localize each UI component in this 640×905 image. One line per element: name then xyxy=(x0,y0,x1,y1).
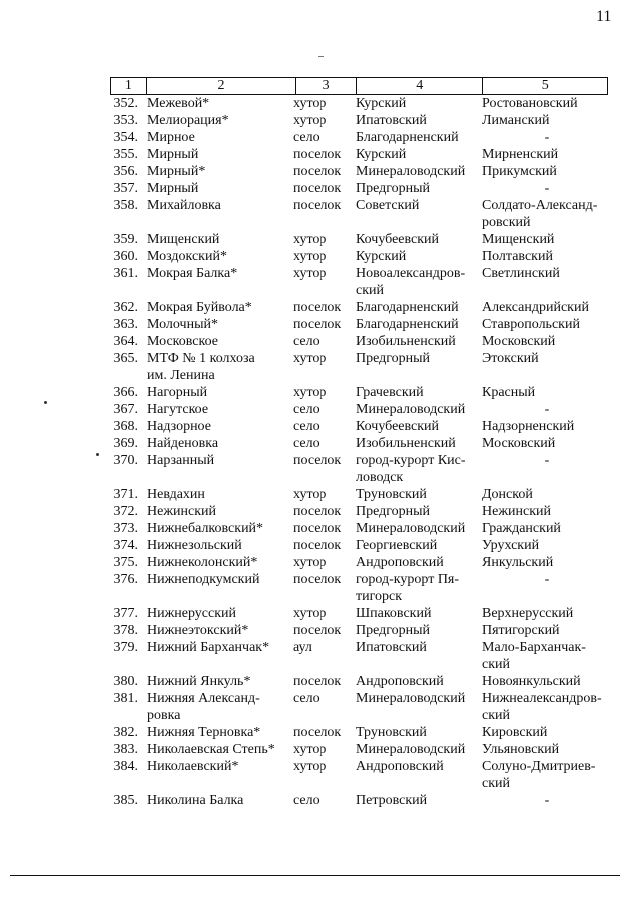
table-row xyxy=(0,520,640,537)
council-name: Ростовановский xyxy=(482,96,578,111)
scan-mark xyxy=(318,56,324,57)
table-row xyxy=(0,724,640,741)
table-row xyxy=(0,163,640,180)
settlement-name: Надзорное xyxy=(147,419,211,434)
settlement-name: Мирный* xyxy=(147,164,206,179)
settlement-type: село xyxy=(293,130,320,145)
row-number: 379. xyxy=(113,640,138,655)
settlement-name: Мокрая Балка* xyxy=(147,266,238,281)
row-number: 374. xyxy=(113,538,138,553)
settlement-type: хутор xyxy=(293,742,327,757)
council-name: Надзорненский xyxy=(482,419,575,434)
district-name: Минераловодский xyxy=(356,691,466,706)
settlement-type: село xyxy=(293,691,320,706)
council-name: - xyxy=(544,130,550,145)
settlement-name: Нежинский xyxy=(147,504,216,519)
settlement-type: хутор xyxy=(293,555,327,570)
settlement-type: хутор xyxy=(293,385,327,400)
settlement-name: Нижняя Терновка* xyxy=(147,725,261,740)
district-name: Шпаковский xyxy=(356,606,432,621)
settlement-name: Николина Балка xyxy=(147,793,244,808)
district-name: Курский xyxy=(356,96,407,111)
settlement-type: хутор xyxy=(293,487,327,502)
settlement-name: Мирное xyxy=(147,130,195,145)
row-number: 373. xyxy=(113,521,138,536)
row-number: 377. xyxy=(113,606,138,621)
table-row xyxy=(0,248,640,265)
settlement-name: Нижнебалковский* xyxy=(147,521,264,536)
table-row xyxy=(0,112,640,129)
council-name: Московский xyxy=(482,436,556,451)
row-number: 354. xyxy=(113,130,138,145)
table-row xyxy=(0,299,640,316)
table-row xyxy=(0,333,640,350)
settlement-name: Нижнеэтокский* xyxy=(147,623,249,638)
bottom-rule xyxy=(10,875,620,876)
settlement-type: хутор xyxy=(293,113,327,128)
settlement-type: село xyxy=(293,419,320,434)
district-name: Георгиевский xyxy=(356,538,438,553)
table-row xyxy=(0,265,640,299)
council-name: Верхнерусский xyxy=(482,606,574,621)
council-name: - xyxy=(544,572,550,587)
table-row xyxy=(0,129,640,146)
row-number: 353. xyxy=(113,113,138,128)
table-row xyxy=(0,758,640,792)
row-number: 357. xyxy=(113,181,138,196)
row-number: 367. xyxy=(113,402,138,417)
district-name: Предгорный xyxy=(356,504,431,519)
council-name: - xyxy=(544,402,550,417)
row-number: 365. xyxy=(113,351,138,366)
settlement-type: село xyxy=(293,436,320,451)
row-number: 376. xyxy=(113,572,138,587)
row-number: 380. xyxy=(113,674,138,689)
row-number: 370. xyxy=(113,453,138,468)
settlement-type: поселок xyxy=(293,521,342,536)
council-name: Мало-Барханчак- ский xyxy=(482,640,586,672)
row-number: 358. xyxy=(113,198,138,213)
council-name: - xyxy=(544,793,550,808)
council-name: Московский xyxy=(482,334,556,349)
settlement-type: поселок xyxy=(293,300,342,315)
district-name: Изобильненский xyxy=(356,334,456,349)
row-number: 369. xyxy=(113,436,138,451)
district-name: Андроповский xyxy=(356,555,444,570)
settlement-type: хутор xyxy=(293,96,327,111)
row-number: 384. xyxy=(113,759,138,774)
council-name: Полтавский xyxy=(482,249,553,264)
row-number: 363. xyxy=(113,317,138,332)
row-number: 368. xyxy=(113,419,138,434)
settlement-name: Мирный xyxy=(147,181,199,196)
row-number: 352. xyxy=(113,96,138,111)
settlement-type: поселок xyxy=(293,674,342,689)
settlement-type: поселок xyxy=(293,725,342,740)
district-name: Ипатовский xyxy=(356,113,427,128)
settlement-type: хутор xyxy=(293,266,327,281)
district-name: Кочубеевский xyxy=(356,232,440,247)
district-name: Кочубеевский xyxy=(356,419,440,434)
table-row xyxy=(0,146,640,163)
council-name: Солдато-Александ- ровский xyxy=(482,198,598,230)
header-col-2: 2 xyxy=(147,78,296,94)
settlement-name: Николаевский* xyxy=(147,759,239,774)
settlement-name: Нижнеколонский* xyxy=(147,555,258,570)
district-name: город-курорт Пя- тигорск xyxy=(356,572,460,604)
settlement-type: поселок xyxy=(293,572,342,587)
settlement-name: Нижнезольский xyxy=(147,538,242,553)
table-row xyxy=(0,571,640,605)
settlement-name: Московское xyxy=(147,334,218,349)
council-name: Донской xyxy=(482,487,533,502)
table-row xyxy=(0,197,640,231)
settlement-type: поселок xyxy=(293,164,342,179)
council-name: Александрийский xyxy=(482,300,589,315)
settlement-type: хутор xyxy=(293,351,327,366)
council-name: - xyxy=(544,181,550,196)
district-name: Благодарненский xyxy=(356,300,459,315)
settlement-name: Николаевская Степь* xyxy=(147,742,275,757)
district-name: Предгорный xyxy=(356,181,431,196)
settlement-name: Мирный xyxy=(147,147,199,162)
council-name: Урухский xyxy=(482,538,540,553)
settlement-type: село xyxy=(293,793,320,808)
row-number: 385. xyxy=(113,793,138,808)
row-number: 372. xyxy=(113,504,138,519)
district-name: Труновский xyxy=(356,487,427,502)
row-number: 364. xyxy=(113,334,138,349)
district-name: Благодарненский xyxy=(356,317,459,332)
table-row xyxy=(0,673,640,690)
settlement-type: хутор xyxy=(293,232,327,247)
settlement-name: Мищенский xyxy=(147,232,220,247)
table-row xyxy=(0,180,640,197)
council-name: Этокский xyxy=(482,351,539,366)
settlement-name: Нагутское xyxy=(147,402,209,417)
settlement-type: поселок xyxy=(293,623,342,638)
council-name: Мищенский xyxy=(482,232,555,247)
district-name: город-курорт Кис- ловодск xyxy=(356,453,466,485)
table-row xyxy=(0,605,640,622)
row-number: 362. xyxy=(113,300,138,315)
header-col-1: 1 xyxy=(111,78,147,94)
row-number: 355. xyxy=(113,147,138,162)
table-row xyxy=(0,639,640,673)
settlement-name: Невдахин xyxy=(147,487,205,502)
table-row xyxy=(0,486,640,503)
settlement-type: поселок xyxy=(293,181,342,196)
council-name: Солуно-Дмитриев- ский xyxy=(482,759,596,791)
council-name: Мирненский xyxy=(482,147,559,162)
council-name: Прикумский xyxy=(482,164,557,179)
settlement-name: Межевой* xyxy=(147,96,210,111)
settlement-name: Нижнерусский xyxy=(147,606,237,621)
council-name: Ульяновский xyxy=(482,742,560,757)
table-row xyxy=(0,401,640,418)
row-number: 375. xyxy=(113,555,138,570)
settlement-type: поселок xyxy=(293,453,342,468)
district-name: Андроповский xyxy=(356,674,444,689)
council-name: Кировский xyxy=(482,725,548,740)
district-name: Грачевский xyxy=(356,385,424,400)
settlement-name: МТФ № 1 колхоза им. Ленина xyxy=(147,351,255,383)
settlement-type: хутор xyxy=(293,606,327,621)
council-name: Лиманский xyxy=(482,113,550,128)
settlement-type: село xyxy=(293,334,320,349)
row-number: 381. xyxy=(113,691,138,706)
settlement-type: село xyxy=(293,402,320,417)
district-name: Ипатовский xyxy=(356,640,427,655)
district-name: Предгорный xyxy=(356,623,431,638)
table-row xyxy=(0,435,640,452)
district-name: Благодарненский xyxy=(356,130,459,145)
district-name: Изобильненский xyxy=(356,436,456,451)
settlement-type: поселок xyxy=(293,198,342,213)
page-number: 11 xyxy=(596,8,612,25)
header-col-4: 4 xyxy=(357,78,483,94)
district-name: Минераловодский xyxy=(356,521,466,536)
table-row xyxy=(0,384,640,401)
table-row xyxy=(0,554,640,571)
header-col-5: 5 xyxy=(541,78,549,93)
council-name: Нежинский xyxy=(482,504,551,519)
settlement-name: Нагорный xyxy=(147,385,208,400)
settlement-name: Моздокский* xyxy=(147,249,227,264)
district-name: Предгорный xyxy=(356,351,431,366)
settlement-type: поселок xyxy=(293,147,342,162)
table-row xyxy=(0,537,640,554)
council-name: Гражданский xyxy=(482,521,561,536)
settlement-name: Мелиорация* xyxy=(147,113,229,128)
table-row xyxy=(0,503,640,520)
council-name: - xyxy=(544,453,550,468)
table-row xyxy=(0,690,640,724)
settlement-type: хутор xyxy=(293,759,327,774)
table-row xyxy=(0,792,640,809)
row-number: 366. xyxy=(113,385,138,400)
council-name: Ставропольский xyxy=(482,317,580,332)
row-number: 360. xyxy=(113,249,138,264)
council-name: Пятигорский xyxy=(482,623,560,638)
table-row xyxy=(0,231,640,248)
district-name: Минераловодский xyxy=(356,742,466,757)
row-number: 359. xyxy=(113,232,138,247)
council-name: Светлинский xyxy=(482,266,560,281)
row-number: 361. xyxy=(113,266,138,281)
district-name: Советский xyxy=(356,198,420,213)
settlement-name: Михайловка xyxy=(147,198,221,213)
settlement-name: Молочный* xyxy=(147,317,218,332)
header-col-3: 3 xyxy=(296,78,357,94)
settlement-type: поселок xyxy=(293,504,342,519)
district-name: Минераловодский xyxy=(356,164,466,179)
table-row xyxy=(0,418,640,435)
table-row xyxy=(0,741,640,758)
district-name: Андроповский xyxy=(356,759,444,774)
council-name: Красный xyxy=(482,385,536,400)
district-name: Петровский xyxy=(356,793,428,808)
settlement-type: поселок xyxy=(293,538,342,553)
table-row xyxy=(0,316,640,333)
council-name: Янкульский xyxy=(482,555,554,570)
row-number: 383. xyxy=(113,742,138,757)
table-row xyxy=(0,350,640,384)
table-row xyxy=(0,452,640,486)
district-name: Курский xyxy=(356,147,407,162)
district-name: Курский xyxy=(356,249,407,264)
settlement-type: хутор xyxy=(293,249,327,264)
district-name: Минераловодский xyxy=(356,402,466,417)
table-row xyxy=(0,622,640,639)
settlement-type: аул xyxy=(293,640,312,655)
row-number: 382. xyxy=(113,725,138,740)
settlement-type: поселок xyxy=(293,317,342,332)
row-number: 356. xyxy=(113,164,138,179)
table-row xyxy=(0,95,640,112)
settlement-name: Найденовка xyxy=(147,436,219,451)
settlement-name: Нарзанный xyxy=(147,453,215,468)
district-name: Новоалександров- ский xyxy=(356,266,466,298)
settlement-name: Нижняя Александ- ровка xyxy=(147,691,260,723)
settlement-name: Нижний Барханчак* xyxy=(147,640,270,655)
table-header xyxy=(110,77,608,95)
district-name: Труновский xyxy=(356,725,427,740)
row-number: 371. xyxy=(113,487,138,502)
settlement-name: Мокрая Буйвола* xyxy=(147,300,252,315)
settlement-name: Нижний Янкуль* xyxy=(147,674,251,689)
council-name: Новоянкульский xyxy=(482,674,581,689)
council-name: Нижнеалександров- ский xyxy=(482,691,602,723)
settlement-name: Нижнеподкумский xyxy=(147,572,260,587)
row-number: 378. xyxy=(113,623,138,638)
